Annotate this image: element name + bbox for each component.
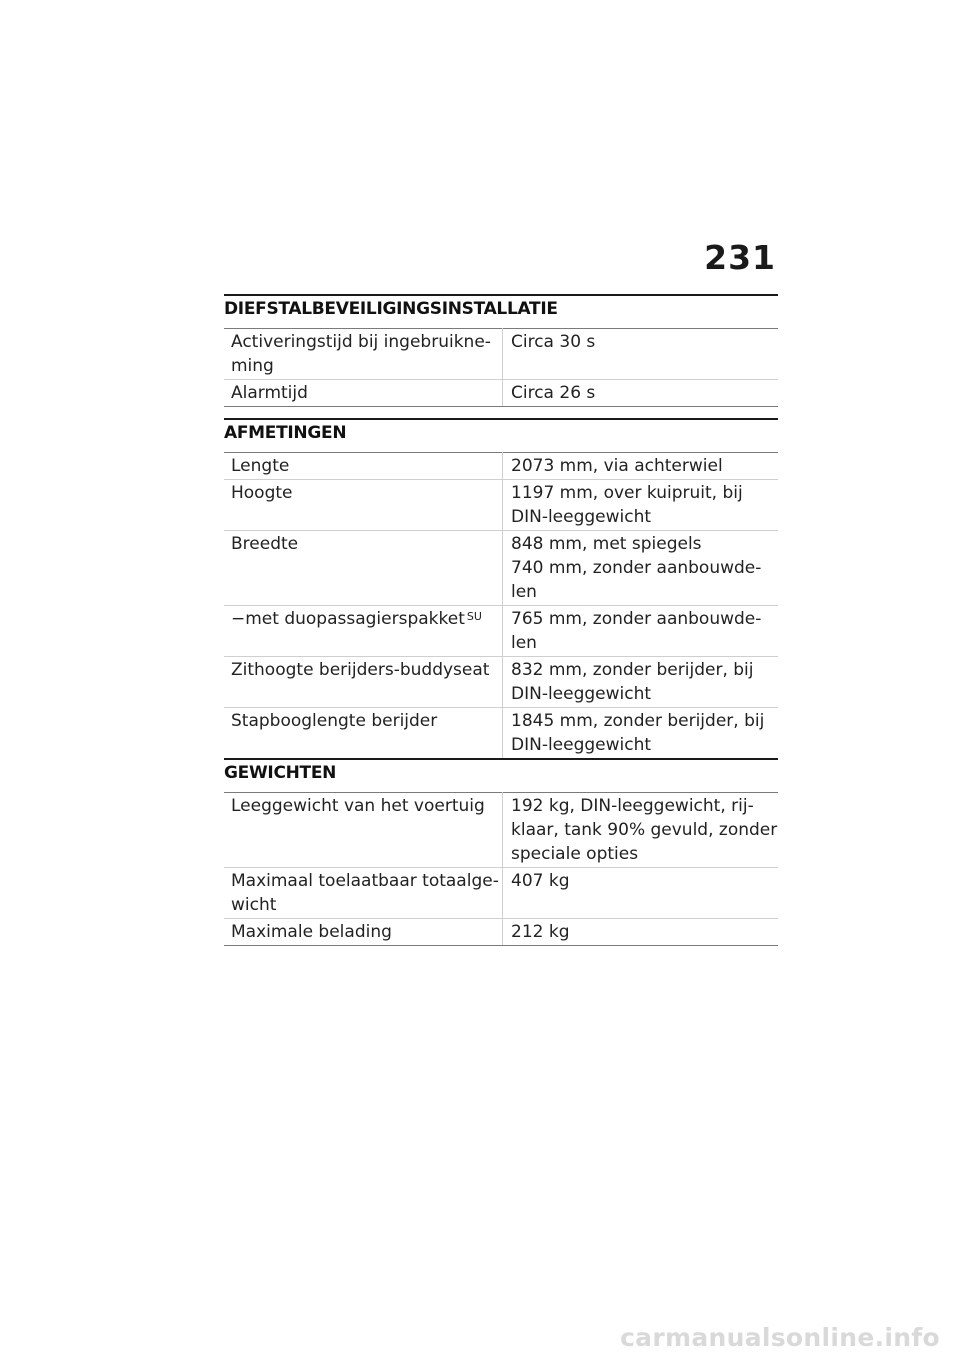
section-title: AFMETINGEN — [224, 423, 347, 443]
section-title: GEWICHTEN — [224, 763, 337, 783]
row-label: Stapbooglengte berijder — [224, 708, 503, 759]
section-dimensions — [224, 418, 778, 759]
spec-table — [224, 792, 778, 946]
section-divider — [224, 758, 778, 760]
table-row — [224, 453, 778, 480]
table-row — [224, 793, 778, 868]
row-label: Maximaal toelaatbaar totaalge- wicht — [224, 868, 503, 919]
section-weights — [224, 758, 778, 946]
row-label: Alarmtijd — [224, 380, 503, 407]
row-value: 1197 mm, over kuipruit, bij DIN-leeggewicht — [503, 480, 779, 531]
row-value: Circa 30 s — [503, 329, 779, 380]
row-value: 192 kg, DIN-leeggewicht, rij- klaar, tank 90% gevuld, zonder speciale opties — [503, 793, 779, 868]
table-row — [224, 919, 778, 946]
row-label: Leeggewicht van het voertuig — [224, 793, 503, 868]
watermark: carmanualsonline.info — [620, 1323, 940, 1352]
table-row — [224, 329, 778, 380]
option-superscript: SU — [466, 610, 482, 623]
row-label: Hoogte — [224, 480, 503, 531]
section-divider — [224, 418, 778, 420]
row-value: 832 mm, zonder berijder, bij DIN-leeggewicht — [503, 657, 779, 708]
row-label: Breedte — [224, 531, 503, 606]
row-value: 765 mm, zonder aanbouwde- len — [503, 606, 779, 657]
row-value: 212 kg — [503, 919, 779, 946]
table-row — [224, 531, 778, 606]
row-label: Lengte — [224, 453, 503, 480]
row-label: Activeringstijd bij ingebruikne- ming — [224, 329, 503, 380]
section-title: DIEFSTALBEVEILIGINGSINSTALLATIE — [224, 299, 558, 319]
row-label-cell — [224, 606, 503, 657]
table-row — [224, 868, 778, 919]
row-value: 848 mm, met spiegels 740 mm, zonder aanbouwde- len — [503, 531, 779, 606]
spec-table — [224, 328, 778, 407]
row-value: 1845 mm, zonder berijder, bij DIN-leeggewicht — [503, 708, 779, 759]
table-row — [224, 708, 778, 759]
spec-table — [224, 452, 778, 759]
table-row — [224, 380, 778, 407]
row-label: −met duopassagierspakket — [231, 609, 465, 629]
page-number: 231 — [704, 238, 776, 277]
row-value: Circa 26 s — [503, 380, 779, 407]
section-divider — [224, 294, 778, 296]
table-row — [224, 657, 778, 708]
row-label: Zithoogte berijders-buddyseat — [224, 657, 503, 708]
row-value: 407 kg — [503, 868, 779, 919]
row-label: Maximale belading — [224, 919, 503, 946]
row-value: 2073 mm, via achterwiel — [503, 453, 779, 480]
table-row — [224, 606, 778, 657]
section-theft-alarm — [224, 294, 778, 407]
table-row — [224, 480, 778, 531]
